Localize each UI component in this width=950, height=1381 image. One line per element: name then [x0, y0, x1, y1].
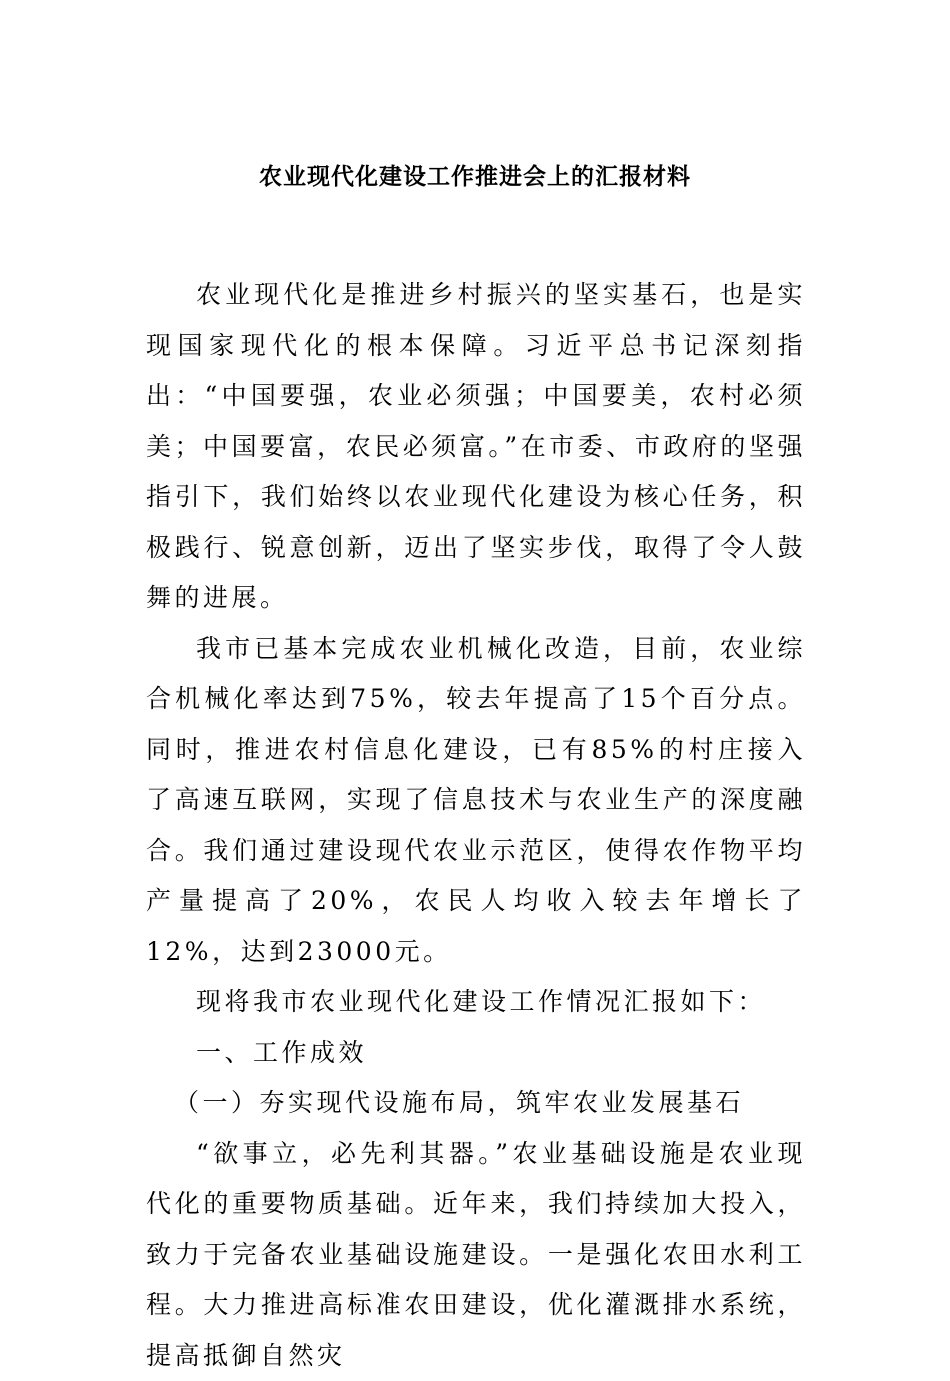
document-title: 农业现代化建设工作推进会上的汇报材料 — [0, 158, 950, 191]
section-heading: 一、工作成效 — [146, 1028, 806, 1079]
report-intro-paragraph: 现将我市农业现代化建设工作情况汇报如下： — [146, 977, 806, 1028]
subsection-paragraph: “欲事立，必先利其器。”农业基础设施是农业现代化的重要物质基础。近年来，我们持续加大投入，致力于完备农业基础设施建设。一是强化农田水利工程。大力推进高标准农田建设，优化灌溉排水系统，提高抵御自然灾 — [146, 1129, 806, 1381]
subsection-heading: （一）夯实现代设施布局，筑牢农业发展基石 — [146, 1078, 806, 1129]
document-body — [146, 270, 806, 1381]
intro-paragraph: 农业现代化是推进乡村振兴的坚实基石，也是实现国家现代化的根本保障。习近平总书记深刻指出：“中国要强，农业必须强；中国要美，农村必须美；中国要富，农民必须富。”在市委、市政府的坚强指引下，我们始终以农业现代化建设为核心任务，积极践行、锐意创新，迈出了坚实步伐，取得了令人鼓舞的进展。 — [146, 270, 806, 624]
achievements-paragraph: 我市已基本完成农业机械化改造，目前，农业综合机械化率达到75%，较去年提高了15个百分点。同时，推进农村信息化建设，已有85%的村庄接入了高速互联网，实现了信息技术与农业生产的深度融合。我们通过建设现代农业示范区，使得农作物平均产量提高了20%，农民人均收入较去年增长了12%，达到23000元。 — [146, 624, 806, 978]
